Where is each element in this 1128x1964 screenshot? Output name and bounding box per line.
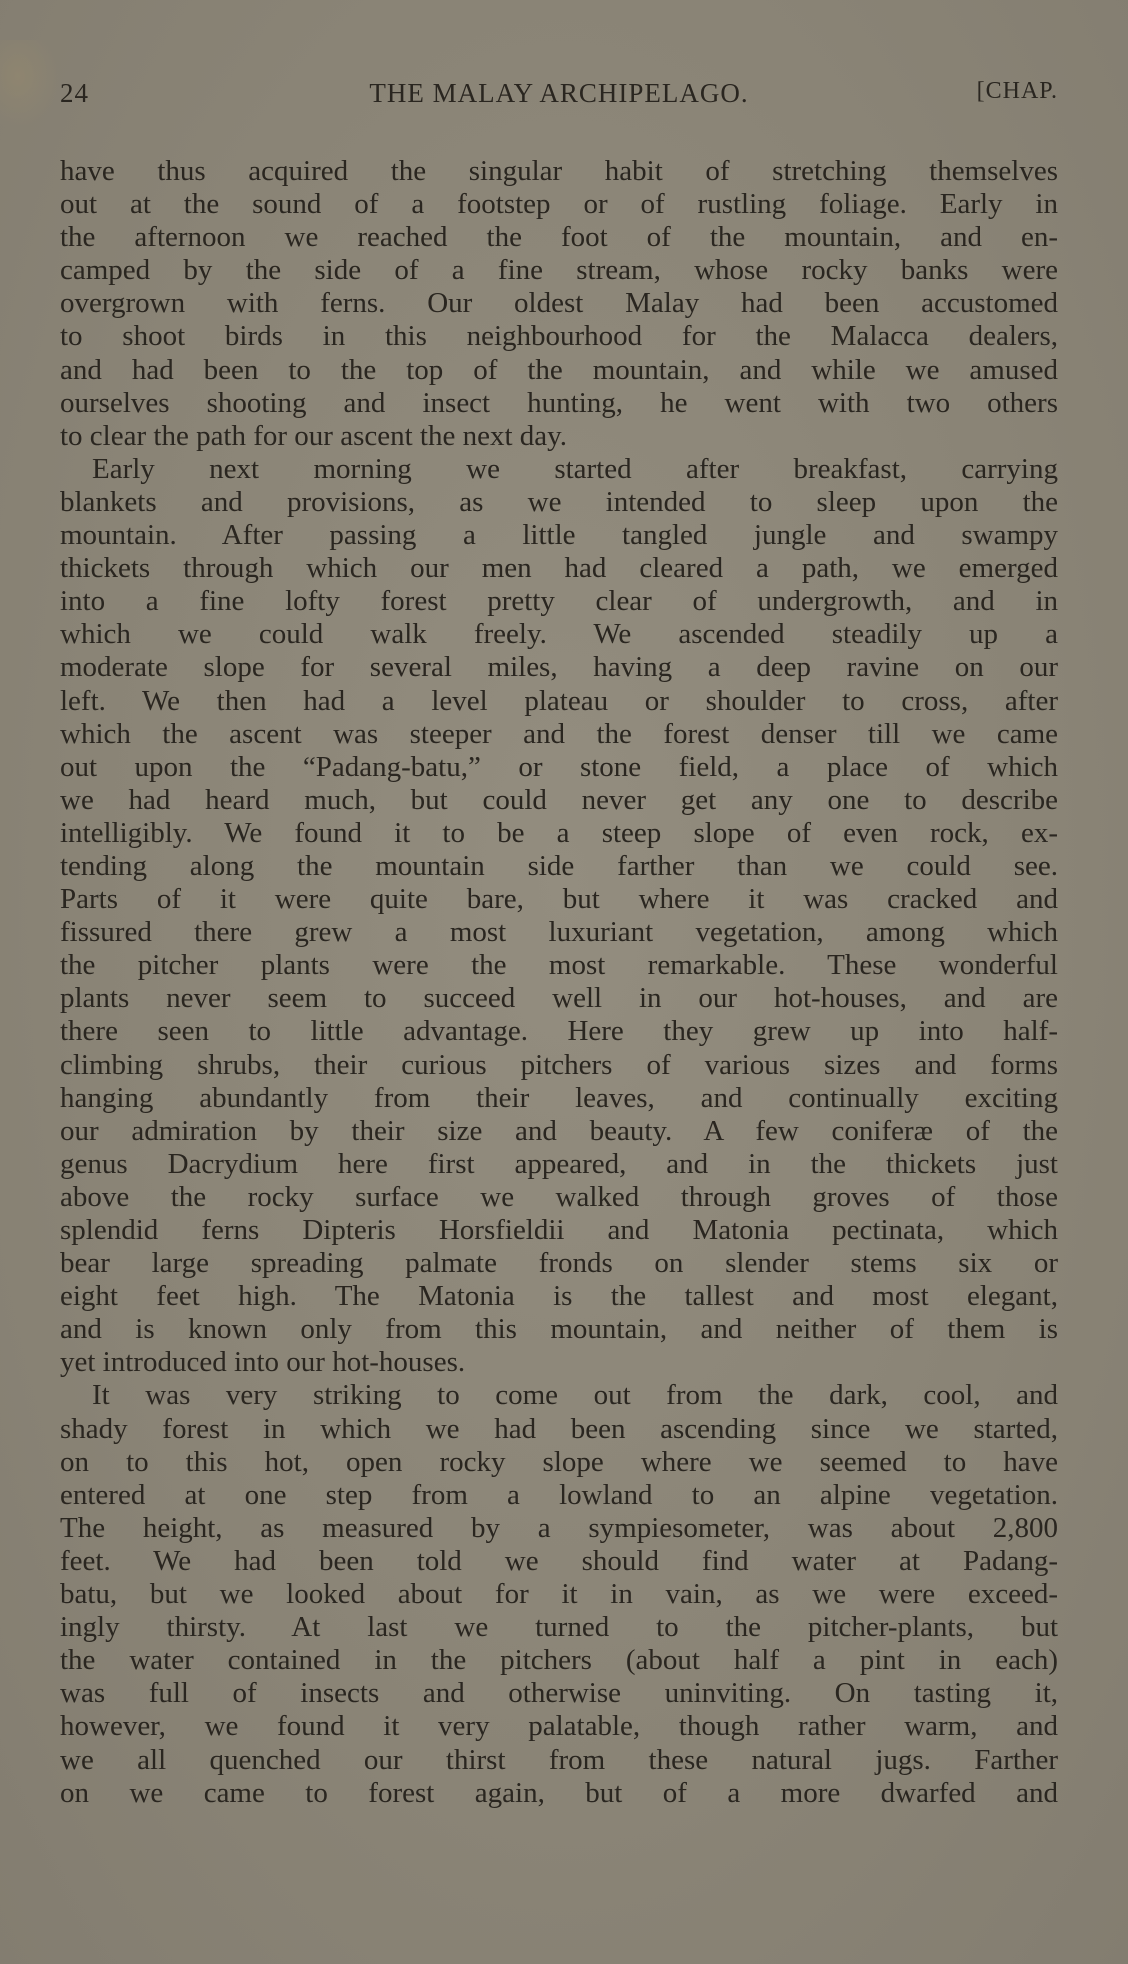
text-line: our admiration by their size and beauty. A few coniferæ of the bbox=[60, 1114, 1058, 1147]
text-line: on we came to forest again, but of a more dwarfed and bbox=[60, 1776, 1058, 1809]
text-line: there seen to little advantage. Here they grew up into half- bbox=[60, 1015, 1058, 1048]
text-line: yet introduced into our hot-houses. bbox=[60, 1346, 466, 1379]
page-stain bbox=[0, 40, 60, 130]
text-line: we had heard much, but could never get any one to describe bbox=[60, 783, 1058, 816]
text-line: we all quenched our thirst from these natural jugs. Farther bbox=[60, 1743, 1058, 1776]
text-line: on to this hot, open rocky slope where we seemed to have bbox=[60, 1445, 1058, 1478]
text-line: genus Dacrydium here first appeared, and in the thickets just bbox=[60, 1147, 1058, 1180]
text-line: was full of insects and otherwise uninviting. On tasting it, bbox=[60, 1677, 1058, 1710]
text-line: entered at one step from a lowland to an alpine vegetation. bbox=[60, 1478, 1058, 1511]
text-line: It was very striking to come out from the dark, cool, and bbox=[92, 1379, 1058, 1412]
text-line: tending along the mountain side farther than we could see. bbox=[60, 849, 1058, 882]
text-line: which the ascent was steeper and the forest denser till we came bbox=[60, 717, 1058, 750]
text-line: left. We then had a level plateau or shoulder to cross, after bbox=[60, 684, 1058, 717]
text-line: shady forest in which we had been ascending since we started, bbox=[60, 1412, 1058, 1445]
text-line: splendid ferns Dipteris Horsfieldii and Matonia pectinata, which bbox=[60, 1214, 1058, 1246]
text-line: intelligibly. We found it to be a steep slope of even rock, ex- bbox=[60, 816, 1058, 849]
running-header bbox=[60, 78, 1058, 118]
text-line: and had been to the top of the mountain, and while we amused bbox=[60, 353, 1058, 386]
text-line: ingly thirsty. At last we turned to the pitcher-plants, but bbox=[60, 1611, 1058, 1644]
text-line: out at the sound of a footstep or of rustling foliage. Early in bbox=[60, 188, 1058, 221]
text-line: climbing shrubs, their curious pitchers of various sizes and forms bbox=[60, 1048, 1058, 1081]
chapter-marker: [CHAP. bbox=[976, 78, 1058, 104]
text-line: camped by the side of a fine stream, whose rocky banks were bbox=[60, 254, 1058, 287]
text-line: and is known only from this mountain, and neither of them is bbox=[60, 1313, 1058, 1346]
text-line: have thus acquired the singular habit of stretching themselves bbox=[60, 155, 1058, 187]
text-line: above the rocky surface we walked through groves of those bbox=[60, 1180, 1058, 1213]
text-line: Parts of it were quite bare, but where it was cracked and bbox=[60, 883, 1058, 916]
text-line: into a fine lofty forest pretty clear of undergrowth, and in bbox=[60, 585, 1058, 618]
text-line: thickets through which our men had cleared a path, we emerged bbox=[60, 552, 1058, 585]
text-line: the afternoon we reached the foot of the mountain, and en- bbox=[60, 221, 1058, 254]
text-line: however, we found it very palatable, though rather warm, and bbox=[60, 1710, 1058, 1743]
text-line: blankets and provisions, as we intended to sleep upon the bbox=[60, 485, 1058, 518]
text-line: to shoot birds in this neighbourhood for the Malacca dealers, bbox=[60, 320, 1058, 353]
text-line: hanging abundantly from their leaves, and continually exciting bbox=[60, 1081, 1058, 1114]
text-line: out upon the “Padang-batu,” or stone field, a place of which bbox=[60, 750, 1058, 783]
text-line: batu, but we looked about for it in vain, as we were exceed- bbox=[60, 1578, 1058, 1611]
text-line: mountain. After passing a little tangled jungle and swampy bbox=[60, 519, 1058, 552]
text-line: which we could walk freely. We ascended steadily up a bbox=[60, 618, 1058, 651]
text-line: bear large spreading palmate fronds on slender stems six or bbox=[60, 1247, 1058, 1280]
text-line: moderate slope for several miles, having a deep ravine on our bbox=[60, 651, 1058, 684]
body-text bbox=[60, 155, 1058, 1810]
text-line: plants never seem to succeed well in our hot-houses, and are bbox=[60, 982, 1058, 1015]
text-line: fissured there grew a most luxuriant vegetation, among which bbox=[60, 916, 1058, 949]
running-title: THE MALAY ARCHIPELAGO. bbox=[369, 78, 749, 108]
text-line: the pitcher plants were the most remarkable. These wonderful bbox=[60, 949, 1058, 982]
text-line: Early next morning we started after breakfast, carrying bbox=[92, 452, 1058, 485]
text-line: feet. We had been told we should find water at Padang- bbox=[60, 1544, 1058, 1577]
text-line: the water contained in the pitchers (about half a pint in each) bbox=[60, 1644, 1058, 1677]
text-line: The height, as measured by a sympiesometer, was about 2,800 bbox=[60, 1511, 1058, 1544]
text-line: to clear the path for our ascent the next day. bbox=[60, 419, 568, 452]
page-number: 24 bbox=[60, 78, 89, 108]
text-line: overgrown with ferns. Our oldest Malay had been accustomed bbox=[60, 287, 1058, 320]
text-line: eight feet high. The Matonia is the tallest and most elegant, bbox=[60, 1280, 1058, 1313]
text-line: ourselves shooting and insect hunting, he went with two others bbox=[60, 386, 1058, 419]
